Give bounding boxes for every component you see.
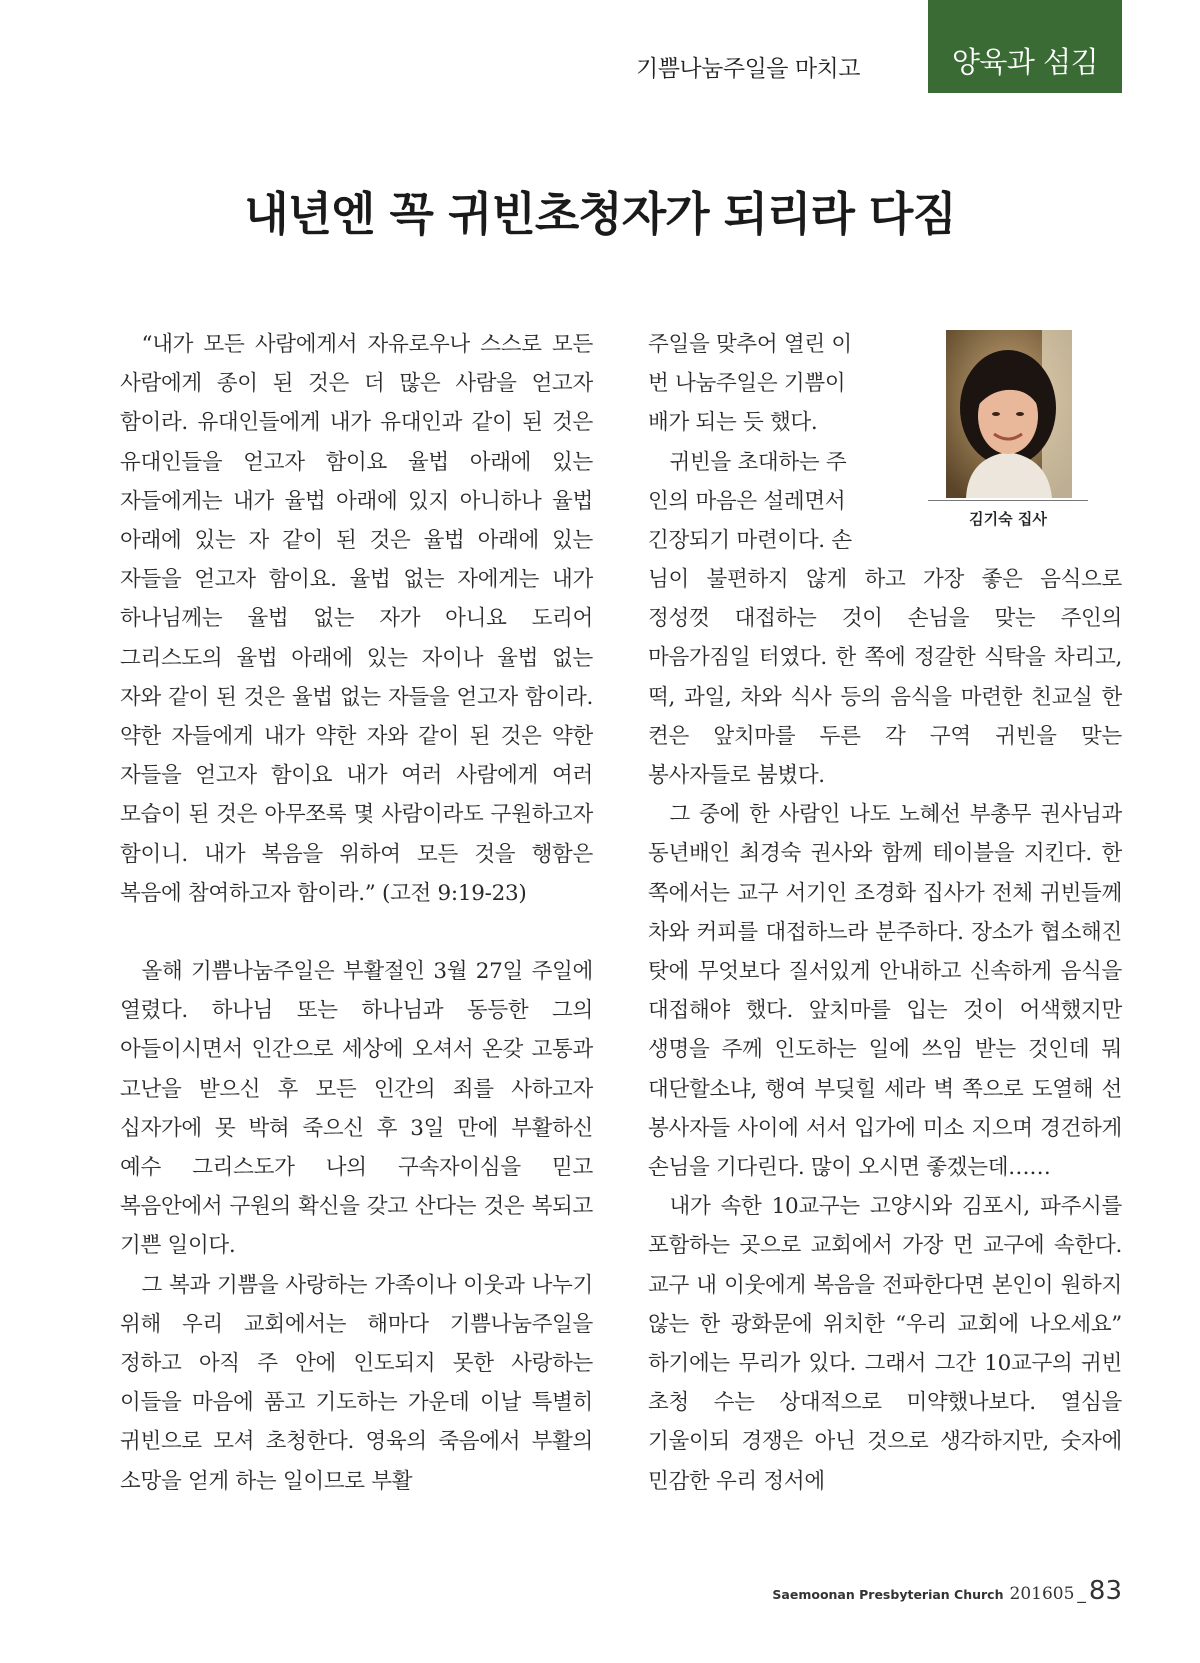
text-line: 배가 되는 듯 했다. — [648, 410, 818, 436]
author-portrait-image — [946, 330, 1072, 498]
author-photo — [946, 330, 1072, 498]
photo-caption: 김기숙 집사 — [969, 510, 1047, 528]
category-tab — [928, 0, 1122, 93]
footer-church-name: Saemoonan Presbyterian Church — [772, 1587, 1004, 1602]
body-paragraph: 내가 속한 10교구는 고양시와 김포시, 파주시를 포함하는 곳으로 교회에서 가장 먼 교구에 속한다. 교구 내 이웃에게 복음을 전파한다면 본인이 원하지 않는 한 광화문에 위치한 “우리 교회에 나오세요” 하기에는 무리가 있다. 그래서 그간 10교구의 귀빈 초청 수는 상대적으로 미약했나보다. 열심을 기울이되 경쟁은 아닌 것으로 생각하지만, 숫자에 민감한 우리 정서에 — [648, 1194, 1122, 1494]
text-line: 긴장되기 마련이다. 손 — [648, 528, 852, 554]
page-title: 내년엔 꼭 귀빈초청자가 되리라 다짐 — [244, 187, 956, 241]
body-paragraph: 그 복과 기쁨을 사랑하는 가족이나 이웃과 나누기 위해 우리 교회에서는 해마다 기쁨나눔주일을 정하고 아직 주 안에 인도되지 못한 사랑하는 이들을 마음에 품고 기도하는 가운데 이날 특별히 귀빈으로 모셔 초청한다. 영육의 죽음에서 부활의 소망을 얻게 하는 일이므로 부활 — [120, 1272, 593, 1494]
footer-issue: 201605 — [1009, 1584, 1075, 1604]
text-line: 번 나눔주일은 기쁨이 — [648, 371, 846, 397]
body-paragraph: 님이 불편하지 않게 하고 가장 좋은 음식으로 정성껏 대접하는 것이 손님을 맞는 주인의 마음가짐일 터였다. 한 쪽에 정갈한 식탁을 차리고, 떡, 과일, 차와 식사 등의 음식을 마련한 친교실 한 켠은 앞치마를 두른 각 구역 귀빈을 맞는 봉사자들로 붐볐다. — [648, 567, 1122, 789]
text-line: 주일을 맞추어 열린 이 — [648, 332, 852, 357]
scripture-quote: “내가 모든 사람에게서 자유로우나 스스로 모든 사람에게 종이 된 것은 더 많은 사람을 얻고자 함이라. 유대인들에게 내가 유대인과 같이 된 것은 유대인들을 얻고자 함이요 율법 아래에 있는 자들에게는 내가 율법 아래에 있지 아니하나 율법 아래에 있는 자 같이 된 것은 율법 아래에 있는 자들을 얻고자 함이요. 율법 없는 자에게는 내가 하나님께는 율법 없는 자가 아니요 도리어 그리스도의 율법 아래에 있는 자이나 율법 없는 자와 같이 된 것은 율법 없는 자들을 얻고자 함이라. 약한 자들에게 내가 약한 자와 같이 된 것은 약한 자들을 얻고자 함이요 내가 여러 사람에게 여러 모습이 된 것은 아무쪼록 몇 사람이라도 구원하고자 함이니. 내가 복음을 위하여 모든 것을 행함은 복음에 참여하고자 함이라.” (고전 9:19-23) — [120, 332, 593, 906]
article-column-left — [120, 325, 593, 1501]
body-paragraph: 올해 기쁨나눔주일은 부활절인 3월 27일 주일에 열렸다. 하나님 또는 하나님과 동등한 그의 아들이시면서 인간으로 세상에 오셔서 온갖 고통과 고난을 받으신 후 모든 인간의 죄를 사하고자 십자가에 못 박혀 죽으신 후 3일 만에 부활하신 예수 그리스도가 나의 구속자이심을 믿고 복음안에서 구원의 확신을 갖고 산다는 것은 복되고 기쁜 일이다. — [120, 959, 593, 1259]
text-line: 인의 마음은 설레면서 — [648, 488, 846, 514]
photo-divider — [928, 500, 1088, 501]
page-number: 83 — [1088, 1576, 1122, 1606]
page-footer — [772, 1576, 1122, 1606]
article-column-right — [648, 560, 1122, 1501]
text-line: 귀빈을 초대하는 주 — [669, 449, 847, 475]
footer-separator: _ — [1077, 1584, 1086, 1604]
section-label: 기쁨나눔주일을 마치고 — [636, 56, 860, 82]
article-column-right-top — [648, 325, 878, 560]
body-paragraph: 그 중에 한 사람인 나도 노혜선 부총무 권사님과 동년배인 최경숙 권사와 함께 테이블을 지킨다. 한 쪽에서는 교구 서기인 조경화 집사가 전체 귀빈들께 차와 커피를 대접하느라 분주하다. 장소가 협소해진 탓에 무엇보다 질서있게 안내하고 신속하게 음식을 대접해야 했다. 앞치마를 입는 것이 어색했지만 생명을 주께 인도하는 일에 쓰임 받는 것인데 뭐 대단할소냐, 행여 부딪힐 세라 벽 쪽으로 도열해 선 봉사자들 사이에 서서 입가에 미소 지으며 경건하게 손님을 기다린다. 많이 오시면 좋겠는데…… — [648, 802, 1122, 1181]
category-tab-label: 양육과 섬김 — [951, 45, 1099, 79]
